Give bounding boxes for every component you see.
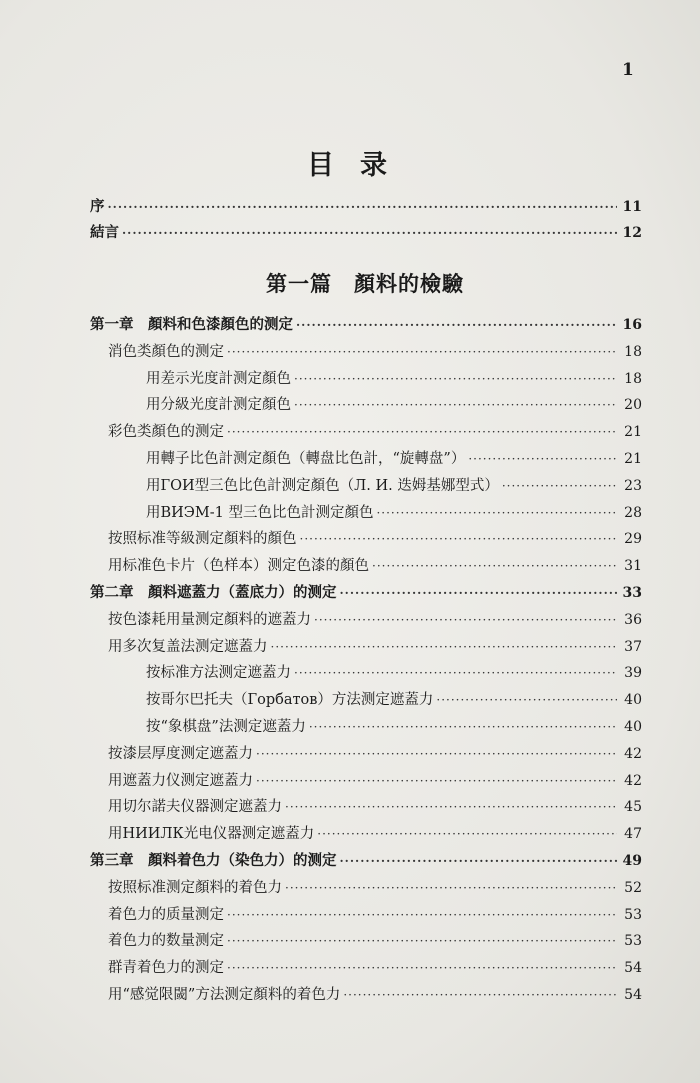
- toc-entry-title: 按漆层厚度测定遮蓋力: [108, 746, 253, 762]
- dot-leader: [294, 395, 617, 415]
- page-number: 1: [622, 60, 634, 80]
- toc-entry-title: 用多次复盖法测定遮蓋力: [108, 639, 268, 655]
- toc-entry: [108, 631, 642, 657]
- toc-entry: [108, 872, 642, 898]
- toc-entry: [108, 765, 642, 791]
- dot-leader: [294, 369, 617, 389]
- toc-entry: [108, 925, 642, 951]
- toc-entry-title: 第三章 顏料着色力（染色力）的测定: [90, 852, 337, 869]
- dot-leader: [227, 931, 617, 951]
- toc-entry: [108, 899, 642, 925]
- toc-entry-title: 按哥尔巴托夫（Горбатов）方法测定遮蓋力: [146, 692, 434, 708]
- dot-leader: [294, 663, 617, 683]
- toc-entry-page: 16: [622, 317, 642, 333]
- toc-entry: [90, 845, 642, 871]
- dot-leader: [314, 610, 617, 630]
- toc-entry: [90, 309, 642, 335]
- toc-entry: [108, 336, 642, 362]
- toc-entry-title: 按标准方法测定遮蓋力: [146, 665, 291, 681]
- toc-entry-title: 用标准色卡片（色样本）测定色漆的顏色: [108, 558, 369, 574]
- toc-entry: [108, 979, 642, 1005]
- toc-entry-page: 18: [624, 371, 642, 387]
- toc-entry-page: 33: [622, 585, 642, 601]
- dot-leader: [108, 197, 618, 217]
- toc-entry-title: 用遮蓋力仪测定遮蓋力: [108, 773, 253, 789]
- toc-entry: [146, 443, 642, 469]
- toc-entry-page: 42: [624, 773, 642, 789]
- toc-entry-page: 36: [624, 612, 642, 628]
- toc-entry-page: 11: [622, 199, 642, 215]
- dot-leader: [256, 744, 617, 764]
- dot-leader: [372, 556, 617, 576]
- dot-leader: [300, 529, 618, 549]
- toc-entry-page: 23: [624, 478, 642, 494]
- toc-entry-title: 着色力的质量测定: [108, 907, 224, 923]
- toc-entry-page: 54: [624, 960, 642, 976]
- toc-entry: [146, 497, 642, 523]
- dot-leader: [317, 824, 617, 844]
- dot-leader: [256, 771, 617, 791]
- toc-entry: [146, 389, 642, 415]
- toc-entry: [146, 363, 642, 389]
- toc-entry: [108, 738, 642, 764]
- toc-entry-title: 第一章 顏料和色漆顏色的测定: [90, 316, 293, 333]
- dot-leader: [340, 583, 618, 603]
- toc-entry-title: 消色类顏色的测定: [108, 344, 224, 360]
- dot-leader: [468, 449, 617, 469]
- toc-entry: [146, 684, 642, 710]
- toc-entry-title: 用差示光度計测定顏色: [146, 371, 291, 387]
- toc-entry-title: 用ВИЭМ-1 型三色比色計测定顏色: [146, 505, 374, 521]
- toc-entry-title: 第二章 顏料遮蓋力（蓋底力）的测定: [90, 584, 337, 601]
- toc-entry: [146, 470, 642, 496]
- toc-entry-page: 21: [624, 451, 642, 467]
- toc-entry-page: 39: [624, 665, 642, 681]
- toc-entry-page: 47: [624, 826, 642, 842]
- toc-entry-title: 按照标准等級测定顏料的顏色: [108, 531, 297, 547]
- dot-leader: [340, 851, 618, 871]
- toc-entry: [90, 217, 642, 243]
- dot-leader: [227, 958, 617, 978]
- toc-entry: [108, 550, 642, 576]
- dot-leader: [285, 797, 617, 817]
- toc-entry-page: 29: [624, 531, 642, 547]
- toc-entry-page: 42: [624, 746, 642, 762]
- toc-entry-title: 用分級光度計测定顏色: [146, 397, 291, 413]
- toc-entry-page: 28: [624, 505, 642, 521]
- toc-entry: [108, 952, 642, 978]
- toc-entry-page: 31: [624, 558, 642, 574]
- toc-entry-page: 21: [624, 424, 642, 440]
- toc-entry-title: 用轉子比色計测定顏色（轉盘比色計，“旋轉盘”）: [146, 451, 466, 467]
- toc-entry: [108, 416, 642, 442]
- toc-entry-page: 40: [624, 719, 642, 735]
- toc-entry-title: 用НИИЛК光电仪器测定遮蓋力: [108, 826, 315, 842]
- toc-entry: [108, 604, 642, 630]
- dot-leader: [227, 422, 617, 442]
- toc-entry-title: 按“象棋盘”法测定遮蓋力: [146, 719, 306, 735]
- toc-entry-page: 40: [624, 692, 642, 708]
- toc-entry-title: 用“感觉限閾”方法测定顏料的着色力: [108, 987, 341, 1003]
- dot-leader: [227, 342, 617, 362]
- toc-entry: [90, 577, 642, 603]
- dot-leader: [296, 315, 617, 335]
- toc-entry-title: 序: [90, 198, 105, 215]
- toc-entry-page: 53: [624, 933, 642, 949]
- toc-entry: [108, 818, 642, 844]
- dot-leader: [376, 503, 617, 523]
- toc-entry-page: 49: [622, 853, 642, 869]
- toc-entry-page: 37: [624, 639, 642, 655]
- toc-entry-page: 18: [624, 344, 642, 360]
- dot-leader: [309, 717, 617, 737]
- dot-leader: [271, 637, 618, 657]
- toc-entry-title: 用切尔諾夫仪器测定遮蓋力: [108, 799, 282, 815]
- toc-entry-page: 53: [624, 907, 642, 923]
- dot-leader: [502, 476, 617, 496]
- toc-entry: [108, 791, 642, 817]
- toc-entry-page: 45: [624, 799, 642, 815]
- toc-entry-title: 着色力的数量测定: [108, 933, 224, 949]
- toc-entry: [146, 711, 642, 737]
- toc-entry: [146, 657, 642, 683]
- toc-entry-page: 20: [624, 397, 642, 413]
- toc-entry-title: 群青着色力的测定: [108, 960, 224, 976]
- toc-entry-page: 12: [622, 225, 642, 241]
- toc-entry-title: 彩色类顏色的测定: [108, 424, 224, 440]
- toc-entry-page: 52: [624, 880, 642, 896]
- toc-entry-page: 54: [624, 987, 642, 1003]
- toc-entry-title: 按色漆耗用量测定顏料的遮蓋力: [108, 612, 311, 628]
- toc-entry-title: 結言: [90, 224, 119, 241]
- dot-leader: [343, 985, 617, 1005]
- toc-entry-title: 按照标准测定顏料的着色力: [108, 880, 282, 896]
- toc-entry: [108, 523, 642, 549]
- dot-leader: [227, 905, 617, 925]
- dot-leader: [285, 878, 617, 898]
- toc-title: 目录: [307, 150, 413, 181]
- part-title: 第一篇 顏料的檢驗: [266, 271, 464, 296]
- toc-entry: [90, 191, 642, 217]
- dot-leader: [436, 690, 617, 710]
- dot-leader: [122, 223, 617, 243]
- toc-entry-title: 用ГОИ型三色比色計测定顏色（Л. И. 迭姆基娜型式）: [146, 478, 499, 494]
